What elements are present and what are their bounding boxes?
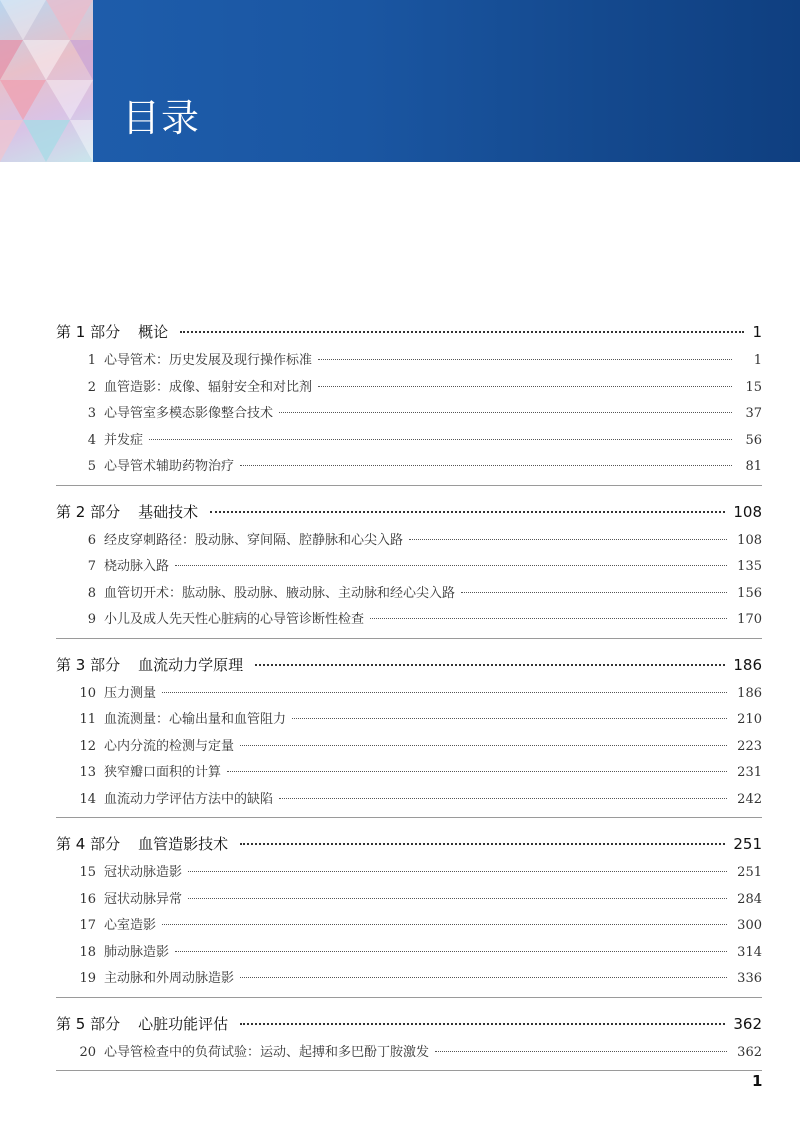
chapter-page: 81 — [745, 459, 762, 474]
toc-part-heading[interactable] — [56, 649, 762, 681]
chapter-title: 压力测量 — [104, 685, 157, 701]
toc-part — [56, 316, 762, 486]
toc-chapter-row[interactable] — [56, 428, 762, 455]
dot-leader — [240, 465, 732, 466]
part-name: 基础技术 — [138, 502, 199, 521]
chapter-page: 37 — [745, 406, 762, 421]
dot-leader — [162, 692, 727, 693]
page-number: 1 — [752, 1072, 763, 1090]
part-page: 186 — [733, 655, 762, 674]
toc-chapter-row[interactable] — [56, 401, 762, 428]
toc-chapter-row[interactable] — [56, 860, 762, 887]
toc-part-heading[interactable] — [56, 316, 762, 348]
chapter-title: 心导管术辅助药物治疗 — [104, 459, 235, 474]
dot-leader — [279, 412, 732, 413]
part-page: 251 — [733, 835, 762, 853]
dot-leader — [240, 745, 727, 746]
toc-part — [56, 1008, 762, 1072]
dot-leader — [188, 871, 727, 872]
chapter-page: 300 — [737, 918, 762, 933]
toc-chapter-row[interactable] — [56, 581, 762, 608]
chapter-number: 4 — [87, 432, 96, 448]
chapter-title: 冠状动脉异常 — [104, 891, 183, 907]
toc-chapter-row[interactable] — [56, 607, 762, 634]
toc-chapter-row[interactable] — [56, 454, 762, 481]
dot-leader — [370, 618, 727, 619]
chapter-number: 2 — [87, 379, 96, 395]
chapter-number: 18 — [79, 944, 96, 960]
toc-chapter-row[interactable] — [56, 734, 762, 761]
toc-part — [56, 828, 762, 998]
decorative-hexagon-pattern — [0, 0, 93, 162]
part-page: 108 — [733, 502, 762, 521]
chapter-title: 桡动脉入路 — [104, 559, 170, 574]
dot-leader — [255, 664, 725, 666]
toc-chapter-row[interactable] — [56, 966, 762, 993]
chapter-title: 主动脉和外周动脉造影 — [104, 971, 235, 986]
chapter-title: 血管造影：成像、辐射安全和对比剂 — [104, 379, 313, 395]
chapter-title: 心室造影 — [104, 918, 157, 933]
chapter-number: 1 — [87, 353, 96, 368]
chapter-page: 284 — [737, 891, 762, 907]
chapter-title: 心内分流的检测与定量 — [104, 738, 235, 754]
toc-part-heading[interactable] — [56, 1008, 762, 1040]
chapter-number: 20 — [79, 1044, 96, 1060]
chapter-number: 9 — [87, 612, 96, 627]
toc-chapter-row[interactable] — [56, 375, 762, 402]
chapter-page: 186 — [737, 685, 762, 701]
dot-leader — [162, 924, 727, 925]
dot-leader — [409, 539, 727, 540]
chapter-title: 并发症 — [104, 432, 144, 448]
part-label: 第 1 部分 — [56, 323, 121, 341]
dot-leader — [240, 843, 725, 845]
dot-leader — [180, 331, 744, 333]
toc-chapter-row[interactable] — [56, 787, 762, 814]
dot-leader — [279, 798, 727, 799]
chapter-number: 5 — [87, 459, 96, 474]
chapter-number: 17 — [79, 918, 96, 933]
chapter-number: 6 — [87, 532, 96, 548]
chapter-number: 8 — [87, 585, 96, 601]
chapter-page: 108 — [737, 532, 762, 548]
dot-leader — [240, 1023, 725, 1025]
chapter-page: 362 — [737, 1044, 762, 1060]
toc-chapter-row[interactable] — [56, 940, 762, 967]
dot-leader — [175, 951, 727, 952]
chapter-page: 242 — [737, 791, 762, 807]
chapter-page: 336 — [737, 971, 762, 986]
page-title: 目录 — [122, 96, 201, 140]
chapter-number: 11 — [79, 712, 96, 727]
part-name: 概论 — [138, 323, 169, 341]
part-page: 1 — [752, 323, 762, 341]
toc-part-heading[interactable] — [56, 828, 762, 860]
chapter-number: 16 — [79, 891, 96, 907]
chapter-page: 56 — [745, 432, 762, 448]
chapter-title: 心导管室多模态影像整合技术 — [104, 406, 274, 421]
part-name: 心脏功能评估 — [138, 1014, 229, 1033]
chapter-page: 210 — [737, 712, 762, 727]
chapter-title: 冠状动脉造影 — [104, 865, 183, 880]
chapter-page: 156 — [737, 585, 762, 601]
chapter-title: 小儿及成人先天性心脏病的心导管诊断性检查 — [104, 612, 365, 627]
chapter-number: 14 — [79, 791, 96, 807]
toc-chapter-row[interactable] — [56, 707, 762, 734]
part-label: 第 4 部分 — [56, 835, 121, 853]
part-name: 血流动力学原理 — [138, 655, 244, 674]
chapter-number: 7 — [87, 559, 96, 574]
chapter-number: 12 — [79, 738, 96, 754]
toc-chapter-row[interactable] — [56, 348, 762, 375]
toc-part — [56, 649, 762, 819]
dot-leader — [175, 565, 727, 566]
chapter-title: 血管切开术：肱动脉、股动脉、腋动脉、主动脉和经心尖入路 — [104, 585, 456, 601]
chapter-title: 经皮穿刺路径：股动脉、穿间隔、腔静脉和心尖入路 — [104, 532, 404, 548]
chapter-number: 10 — [79, 685, 96, 701]
toc-chapter-row[interactable] — [56, 887, 762, 914]
part-label: 第 5 部分 — [56, 1014, 121, 1033]
chapter-number: 3 — [87, 406, 96, 421]
chapter-title: 狭窄瓣口面积的计算 — [104, 765, 222, 780]
toc-chapter-row[interactable] — [56, 1040, 762, 1067]
dot-leader — [240, 977, 727, 978]
chapter-page: 231 — [737, 765, 762, 780]
header-banner — [0, 0, 800, 162]
chapter-title: 心导管检查中的负荷试验：运动、起搏和多巴酚丁胺激发 — [104, 1044, 430, 1060]
dot-leader — [435, 1051, 727, 1052]
dot-leader — [292, 718, 727, 719]
toc-part — [56, 496, 762, 639]
dot-leader — [318, 386, 732, 387]
chapter-title: 血流测量：心输出量和血管阻力 — [104, 712, 287, 727]
chapter-page: 170 — [737, 612, 762, 627]
chapter-title: 血流动力学评估方法中的缺陷 — [104, 791, 274, 807]
toc-chapter-row[interactable] — [56, 760, 762, 787]
toc-part-heading[interactable] — [56, 496, 762, 528]
dot-leader — [188, 898, 727, 899]
table-of-contents — [56, 316, 762, 1071]
dot-leader — [227, 771, 727, 772]
chapter-page: 314 — [737, 944, 762, 960]
dot-leader — [318, 359, 732, 360]
chapter-page: 15 — [745, 379, 762, 395]
chapter-page: 251 — [737, 865, 762, 880]
part-label: 第 3 部分 — [56, 655, 121, 674]
toc-chapter-row[interactable] — [56, 913, 762, 940]
part-name: 血管造影技术 — [138, 835, 229, 853]
chapter-page: 223 — [737, 738, 762, 754]
dot-leader — [210, 511, 725, 513]
chapter-number: 15 — [79, 865, 96, 880]
chapter-number: 13 — [79, 765, 96, 780]
chapter-title: 肺动脉造影 — [104, 944, 170, 960]
dot-leader — [461, 592, 727, 593]
dot-leader — [149, 439, 732, 440]
chapter-title: 心导管术：历史发展及现行操作标准 — [104, 353, 313, 368]
toc-chapter-row[interactable] — [56, 681, 762, 708]
toc-chapter-row[interactable] — [56, 554, 762, 581]
chapter-number: 19 — [79, 971, 96, 986]
part-page: 362 — [733, 1014, 762, 1033]
part-label: 第 2 部分 — [56, 502, 121, 521]
chapter-page: 135 — [737, 559, 762, 574]
chapter-page: 1 — [753, 353, 762, 368]
toc-chapter-row[interactable] — [56, 528, 762, 555]
